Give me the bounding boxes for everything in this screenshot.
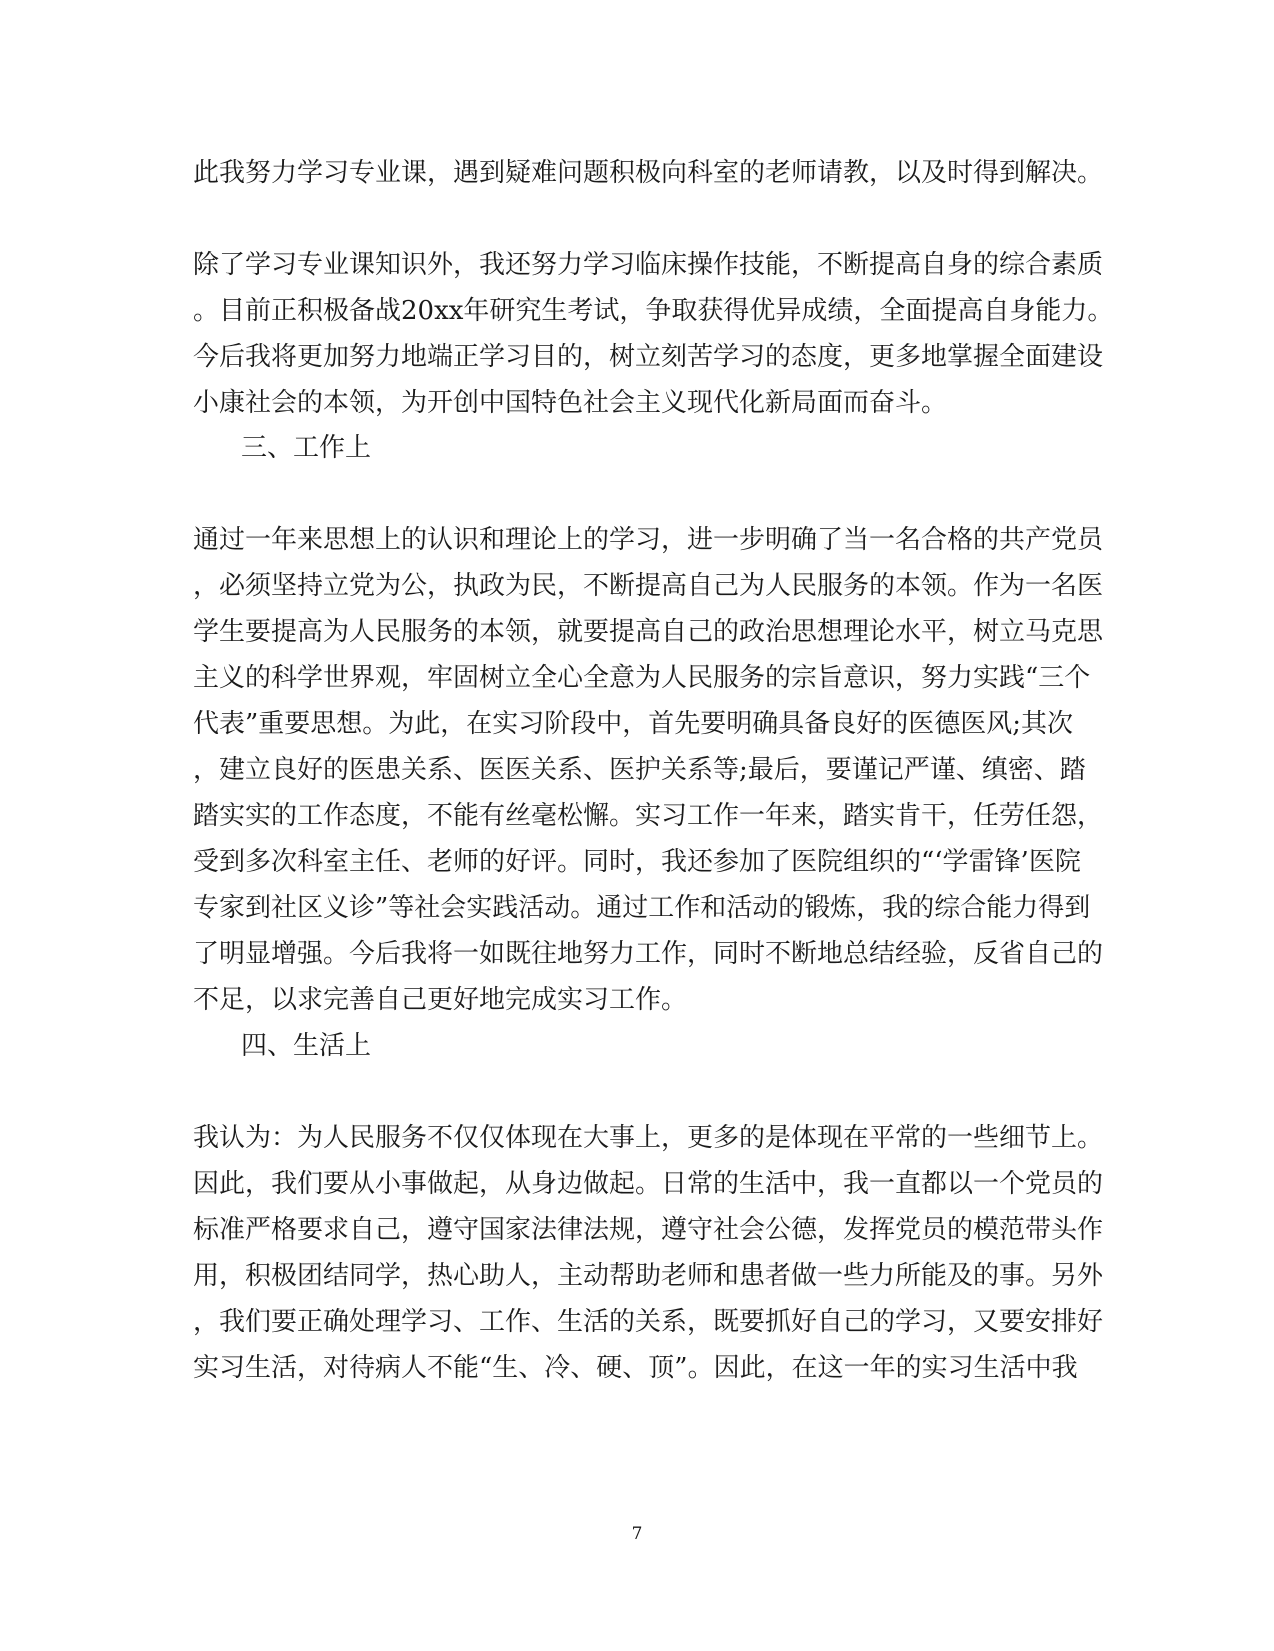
paragraph-line: 主义的科学世界观，牢固树立全心全意为人民服务的宗旨意识，努力实践“三个 [193, 663, 1091, 693]
paragraph-line: 标准严格要求自己，遵守国家法律法规，遵守社会公德，发挥党员的模范带头作 [193, 1215, 1104, 1245]
paragraph-line: 今后我将更加努力地端正学习目的，树立刻苦学习的态度，更多地掌握全面建设 [193, 342, 1104, 372]
section-heading: 三、工作上 [241, 433, 372, 463]
paragraph-line: ，建立良好的医患关系、医医关系、医护关系等;最后，要谨记严谨、缜密、踏 [193, 755, 1086, 785]
paragraph-line: ，必须坚持立党为公，执政为民，不断提高自己为人民服务的本领。作为一名医 [193, 571, 1104, 601]
paragraph-line: 我认为：为人民服务不仅仅体现在大事上，更多的是体现在平常的一些细节上。 [193, 1123, 1104, 1153]
paragraph-line: 除了学习专业课知识外，我还努力学习临床操作技能，不断提高自身的综合素质 [193, 250, 1104, 280]
paragraph-line: 实习生活，对待病人不能“生、冷、硬、顶”。因此，在这一年的实习生活中我 [193, 1353, 1078, 1383]
paragraph-line: 了明显增强。今后我将一如既往地努力工作，同时不断地总结经验，反省自己的 [193, 939, 1104, 969]
paragraph-line: 学生要提高为人民服务的本领，就要提高自己的政治思想理论水平，树立马克思 [193, 617, 1104, 647]
paragraph-line: 受到多次科室主任、老师的好评。同时，我还参加了医院组织的“‘学雷锋’医院 [193, 847, 1081, 877]
paragraph-line: 不足，以求完善自己更好地完成实习工作。 [193, 985, 688, 1015]
paragraph-line: 小康社会的本领，为开创中国特色社会主义现代化新局面而奋斗。 [193, 388, 948, 418]
paragraph-line: 用，积极团结同学，热心助人，主动帮助老师和患者做一些力所能及的事。另外 [193, 1261, 1104, 1291]
paragraph-line: 。目前正积极备战20xx年研究生考试，争取获得优异成绩，全面提高自身能力。 [193, 296, 1114, 326]
paragraph-line: 此我努力学习专业课，遇到疑难问题积极向科室的老师请教，以及时得到解决。 [193, 158, 1104, 188]
page-number: 7 [631, 1524, 643, 1544]
paragraph-line: 因此，我们要从小事做起，从身边做起。日常的生活中，我一直都以一个党员的 [193, 1169, 1104, 1199]
paragraph-line: 踏实实的工作态度，不能有丝毫松懈。实习工作一年来，踏实肯干，任劳任怨， [193, 801, 1104, 831]
paragraph-line: 代表”重要思想。为此，在实习阶段中，首先要明确具备良好的医德医风;其次 [193, 709, 1074, 739]
paragraph-line: 通过一年来思想上的认识和理论上的学习，进一步明确了当一名合格的共产党员 [193, 525, 1104, 555]
paragraph-line: 专家到社区义诊”等社会实践活动。通过工作和活动的锻炼，我的综合能力得到 [193, 893, 1091, 923]
section-heading: 四、生活上 [241, 1031, 372, 1061]
paragraph-line: ，我们要正确处理学习、工作、生活的关系，既要抓好自己的学习，又要安排好 [193, 1307, 1104, 1337]
